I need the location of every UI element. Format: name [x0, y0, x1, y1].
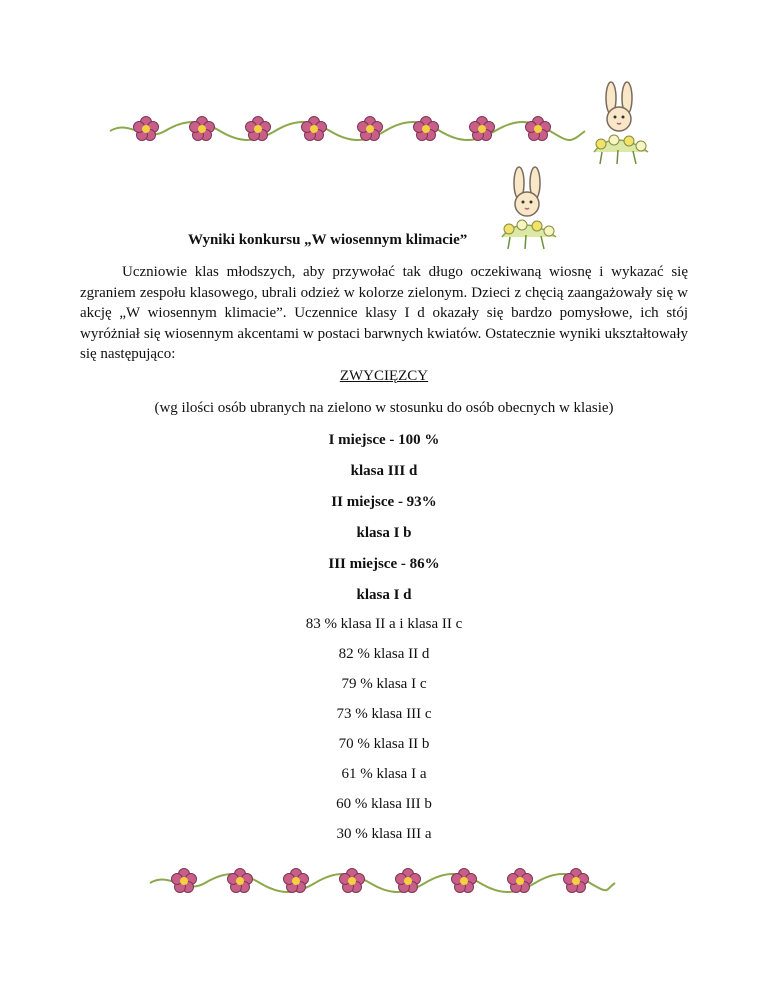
pink-flower-icon — [190, 117, 215, 141]
intro-paragraph: Uczniowie klas młodszych, aby przywołać tak długo oczekiwaną wiosnę i wykazać się zgraniem zespołu klasowego, ubrali odzież w kolorze zielonym. Dzieci z chęcią zaangażowały się w akcję „W wiosennym klimacie”. Uczennice klasy I d okazały się bardzo pomysłowe, ich stój wyróżniał się wiosennym akcentami w postaci barwnych kwiatów. Ostatecznie wyniki ukształtowały się następująco: — [80, 264, 688, 362]
winners-heading: ZWYCIĘZCY — [339, 368, 429, 384]
pink-flower-icon — [526, 117, 551, 141]
result-list-item: 79 % klasa I c — [341, 676, 427, 692]
pink-flower-icon — [302, 117, 327, 141]
result-list-item: 61 % klasa I a — [341, 766, 427, 782]
document-title: Wyniki konkursu „W wiosennym klimacie” — [188, 232, 468, 248]
results-subtitle: (wg ilości osób ubranych na zielono w stosunku do osób obecnych w klasie) — [154, 400, 614, 416]
pink-flower-icon — [246, 117, 271, 141]
pink-flower-icon — [396, 869, 421, 893]
third-place-result: III miejsce - 86% — [328, 556, 440, 572]
pink-flower-icon — [508, 869, 533, 893]
third-place-class: klasa I d — [356, 587, 412, 603]
first-place-class: klasa III d — [350, 463, 418, 479]
pink-flower-icon — [452, 869, 477, 893]
bunny-with-flowers-icon — [586, 80, 656, 166]
pink-flower-icon — [340, 869, 365, 893]
pink-flower-icon — [228, 869, 253, 893]
bottom-flower-vine-decoration — [150, 860, 615, 902]
pink-flower-icon — [414, 117, 439, 141]
bunny-with-flowers-icon — [494, 165, 564, 251]
second-place-class: klasa I b — [356, 525, 412, 541]
second-place-result: II miejsce - 93% — [331, 494, 437, 510]
result-list-item: 70 % klasa II b — [338, 736, 430, 752]
top-flower-vine-decoration — [110, 108, 585, 150]
pink-flower-icon — [564, 869, 589, 893]
pink-flower-icon — [284, 869, 309, 893]
pink-flower-icon — [358, 117, 383, 141]
result-list-item: 82 % klasa II d — [338, 646, 430, 662]
result-list-item: 30 % klasa III a — [336, 826, 432, 842]
first-place-result: I miejsce - 100 % — [328, 432, 440, 448]
result-list-item: 83 % klasa II a i klasa II c — [305, 616, 463, 632]
pink-flower-icon — [172, 869, 197, 893]
pink-flower-icon — [134, 117, 159, 141]
pink-flower-icon — [470, 117, 495, 141]
result-list-item: 60 % klasa III b — [336, 796, 432, 812]
result-list-item: 73 % klasa III c — [336, 706, 432, 722]
